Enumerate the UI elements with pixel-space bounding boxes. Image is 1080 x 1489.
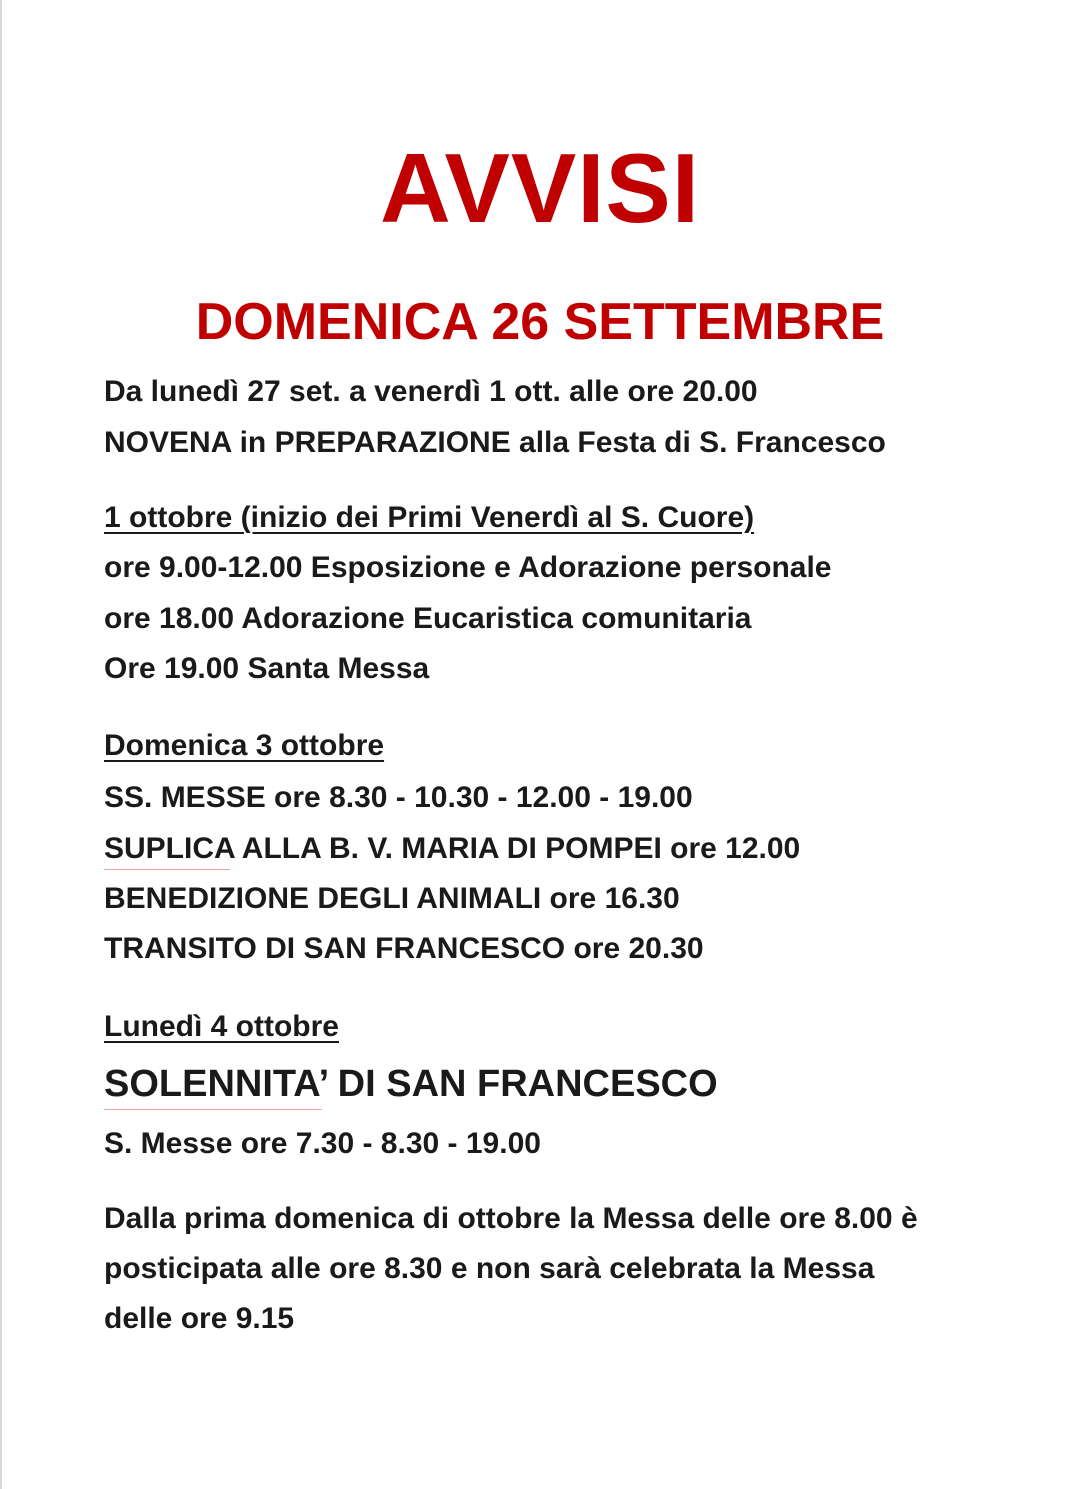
domenica3-messe: SS. MESSE ore 8.30 - 10.30 - 12.00 - 19.00 bbox=[104, 781, 693, 814]
page-subtitle: DOMENICA 26 SETTEMBRE bbox=[195, 293, 885, 351]
domenica3-benedizione: BENEDIZIONE DEGLI ANIMALI ore 16.30 bbox=[104, 882, 680, 915]
note-line-2: posticipata alle ore 8.30 e non sarà celebrata la Messa bbox=[104, 1252, 875, 1285]
ottobre1-adorazione: ore 18.00 Adorazione Eucaristica comunitaria bbox=[104, 602, 752, 635]
ottobre1-esposizione: ore 9.00-12.00 Esposizione e Adorazione personale bbox=[104, 551, 832, 584]
domenica3-transito: TRANSITO DI SAN FRANCESCO ore 20.30 bbox=[104, 932, 704, 965]
lunedi4-heading: Lunedì 4 ottobre bbox=[104, 1010, 339, 1043]
lunedi4-solennita: SOLENNITA’ DI SAN FRANCESCO bbox=[104, 1063, 718, 1105]
spellcheck-underline bbox=[104, 1109, 322, 1110]
page-title: AVVISI bbox=[379, 133, 701, 243]
ottobre1-messa: Ore 19.00 Santa Messa bbox=[104, 652, 430, 685]
novena-description: NOVENA in PREPARAZIONE alla Festa di S. Francesco bbox=[104, 426, 886, 459]
novena-dates: Da lunedì 27 set. a venerdì 1 ott. alle ore 20.00 bbox=[104, 375, 758, 408]
lunedi4-messe: S. Messe ore 7.30 - 8.30 - 19.00 bbox=[104, 1127, 541, 1160]
note-line-3: delle ore 9.15 bbox=[104, 1302, 295, 1335]
domenica3-supplica: SUPLICA ALLA B. V. MARIA DI POMPEI ore 12.00 bbox=[104, 832, 801, 865]
spellcheck-underline bbox=[104, 869, 230, 870]
domenica3-heading: Domenica 3 ottobre bbox=[104, 729, 385, 762]
ottobre1-heading: 1 ottobre (inizio dei Primi Venerdì al S. Cuore) bbox=[104, 501, 755, 534]
note-line-1: Dalla prima domenica di ottobre la Messa delle ore 8.00 è bbox=[104, 1202, 918, 1235]
